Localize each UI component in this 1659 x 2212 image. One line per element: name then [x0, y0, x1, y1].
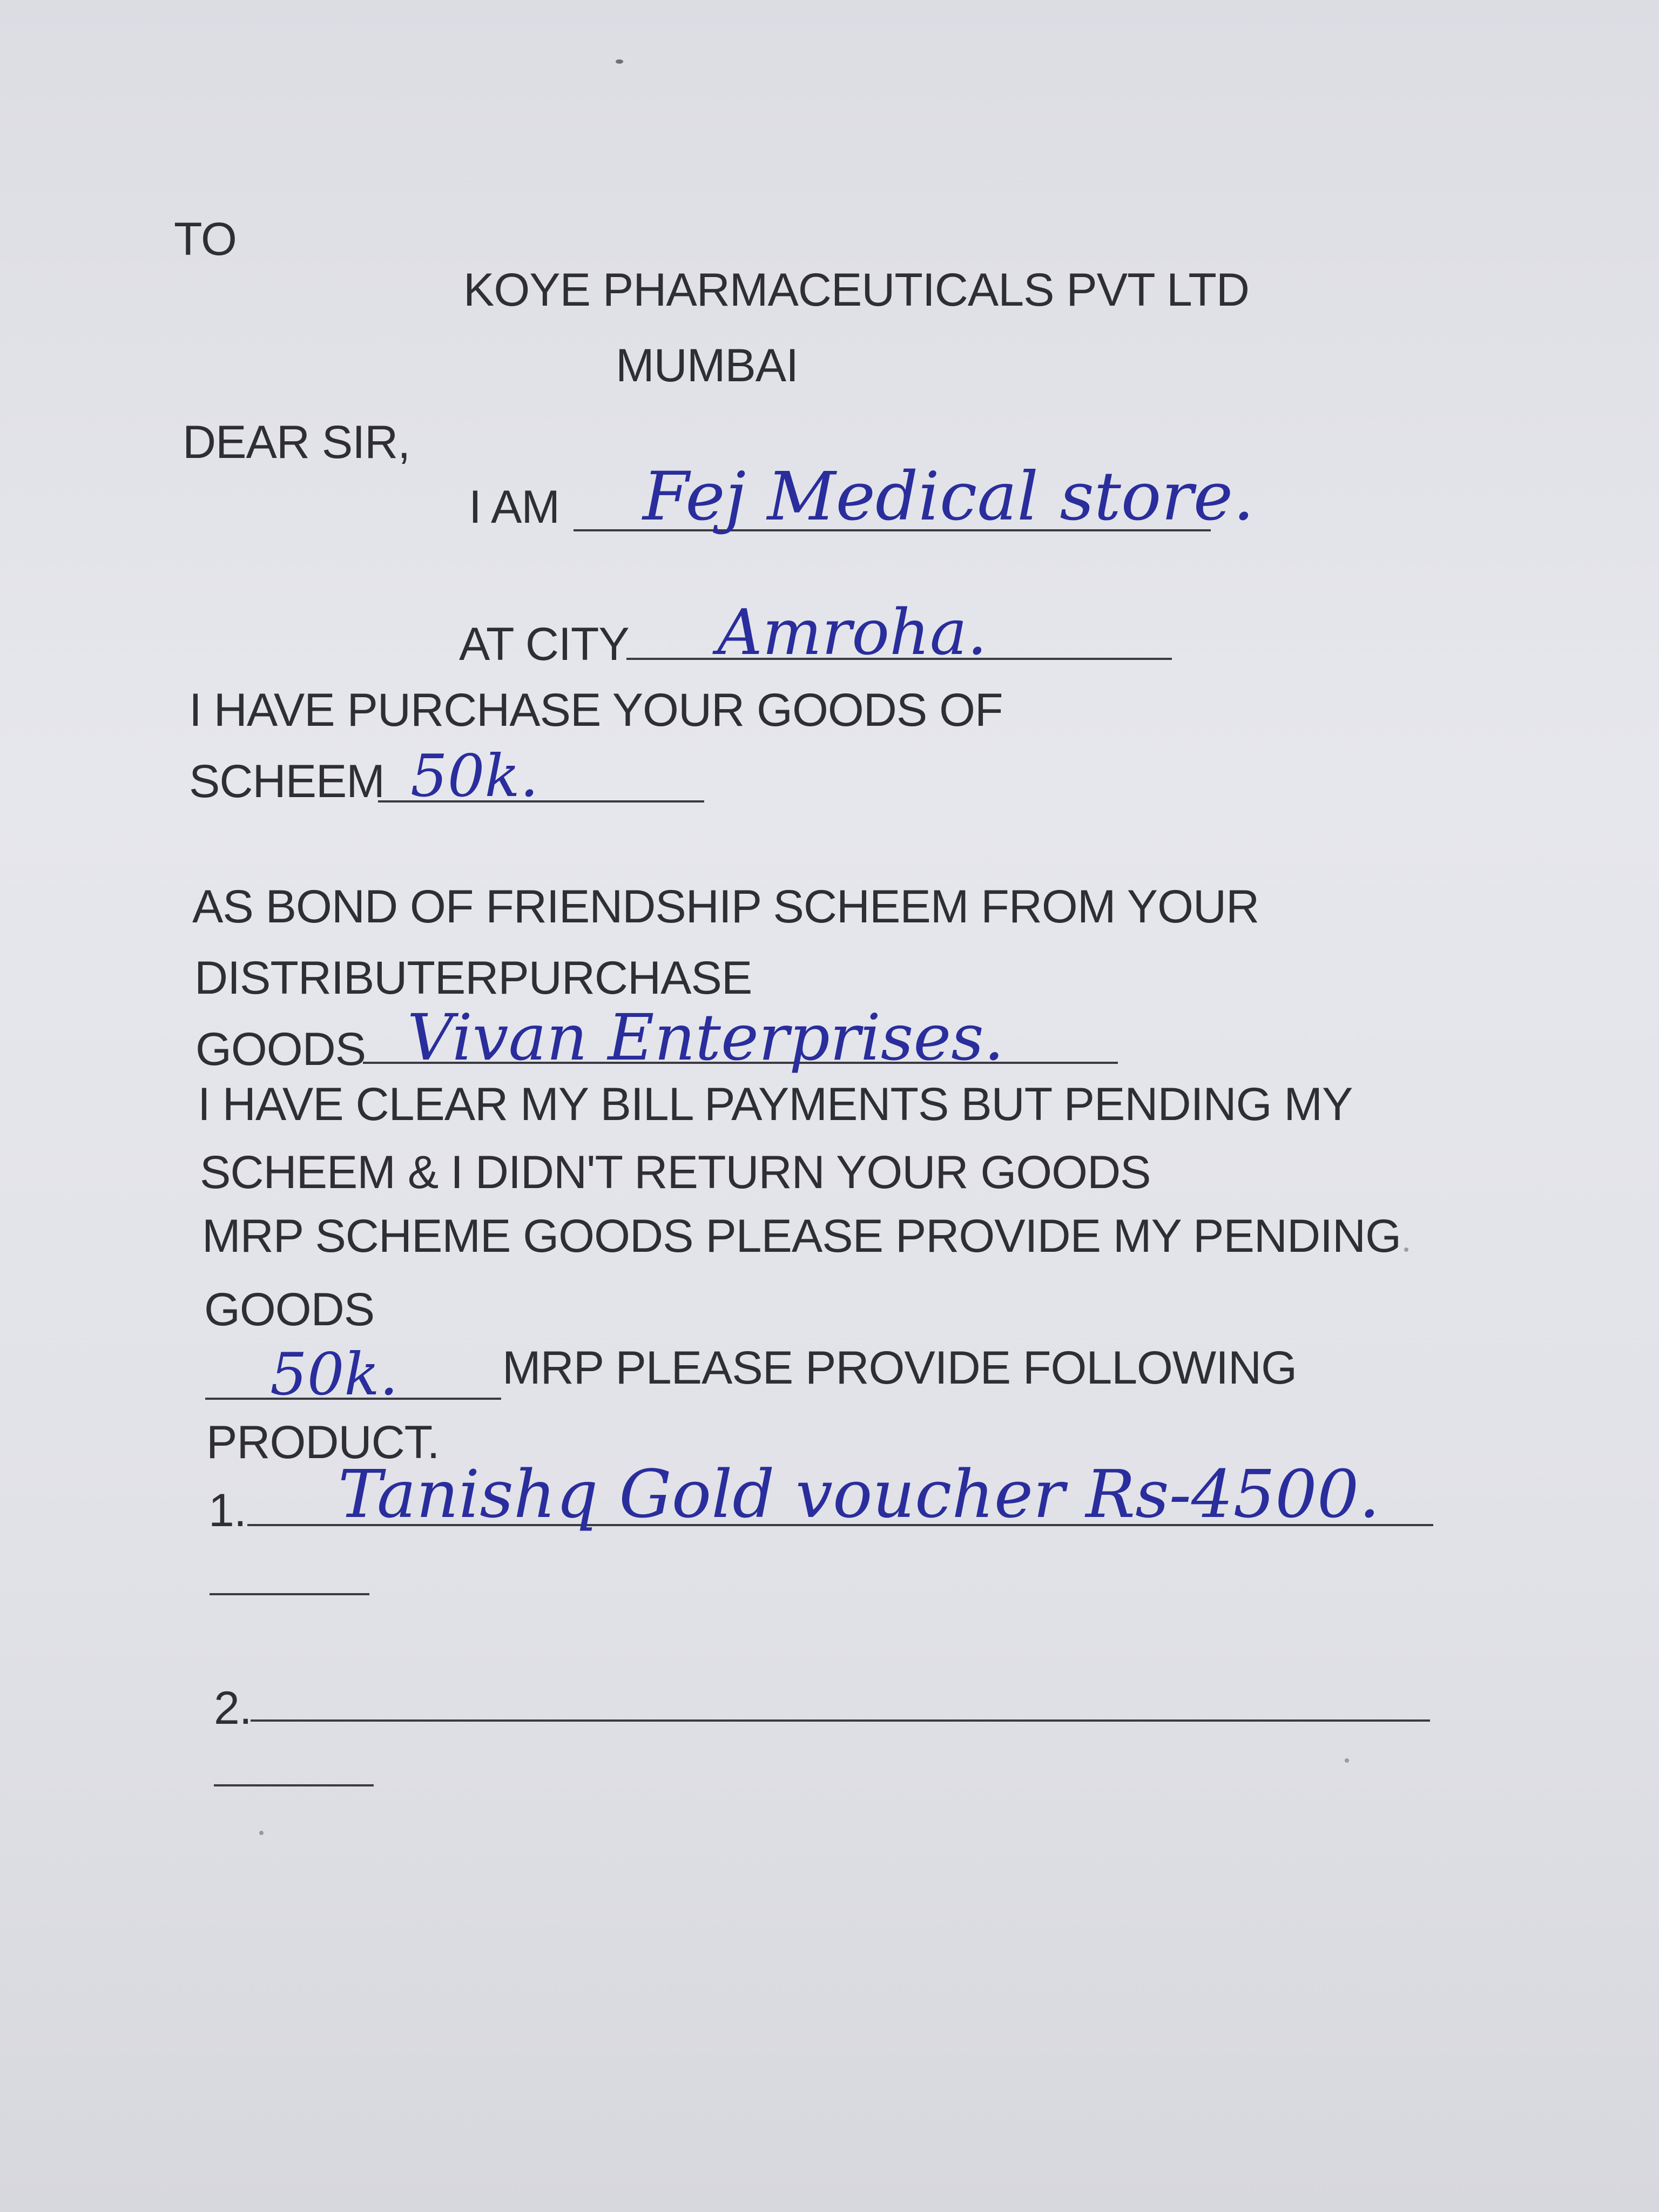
mrp-following: MRP PLEASE PROVIDE FOLLOWING — [502, 1342, 1297, 1394]
i-am-label: I AM — [469, 481, 560, 533]
at-city-handwritten: Amroha. — [717, 596, 987, 669]
pending-handwritten: 50k. — [270, 1341, 399, 1408]
item-1-number: 1. — [208, 1485, 246, 1536]
item-2-underline — [251, 1719, 1430, 1722]
item-2-number: 2. — [214, 1682, 252, 1734]
company-city: MUMBAI — [616, 340, 798, 392]
mrp-line-2: GOODS — [204, 1284, 375, 1336]
scheem-label: SCHEEM — [189, 756, 385, 807]
at-city-label: AT CITY — [459, 618, 629, 670]
purchase-line: I HAVE PURCHASE YOUR GOODS OF — [189, 684, 1003, 736]
clear-line-2: SCHEEM & I DIDN'T RETURN YOUR GOODS — [200, 1147, 1151, 1198]
paper-speck — [1345, 1758, 1349, 1763]
scheem-handwritten: 50k. — [410, 743, 539, 810]
goods-label: GOODS — [195, 1023, 366, 1075]
bond-line-2: DISTRIBUTERPURCHASE — [194, 952, 752, 1004]
item-1-handwritten: Tanishq Gold voucher Rs-4500. — [338, 1456, 1380, 1533]
mrp-line-1: MRP SCHEME GOODS PLEASE PROVIDE MY PENDING — [202, 1210, 1401, 1262]
bond-line-1: AS BOND OF FRIENDSHIP SCHEEM FROM YOUR — [192, 881, 1259, 933]
product-label: PRODUCT. — [206, 1417, 440, 1468]
to-label: TO — [174, 213, 237, 265]
paper-speck — [259, 1831, 264, 1835]
paper-speck — [616, 59, 623, 64]
item-1-continuation-line — [210, 1593, 369, 1595]
company-name: KOYE PHARMACEUTICALS PVT LTD — [463, 264, 1250, 316]
salutation: DEAR SIR, — [183, 416, 410, 468]
goods-handwritten: Vivan Enterprises. — [407, 1000, 1004, 1075]
paper-speck — [1404, 1247, 1408, 1252]
i-am-handwritten: Fej Medical store. — [643, 458, 1255, 536]
item-2-continuation-line — [214, 1784, 374, 1786]
clear-line-1: I HAVE CLEAR MY BILL PAYMENTS BUT PENDING MY — [198, 1078, 1353, 1130]
